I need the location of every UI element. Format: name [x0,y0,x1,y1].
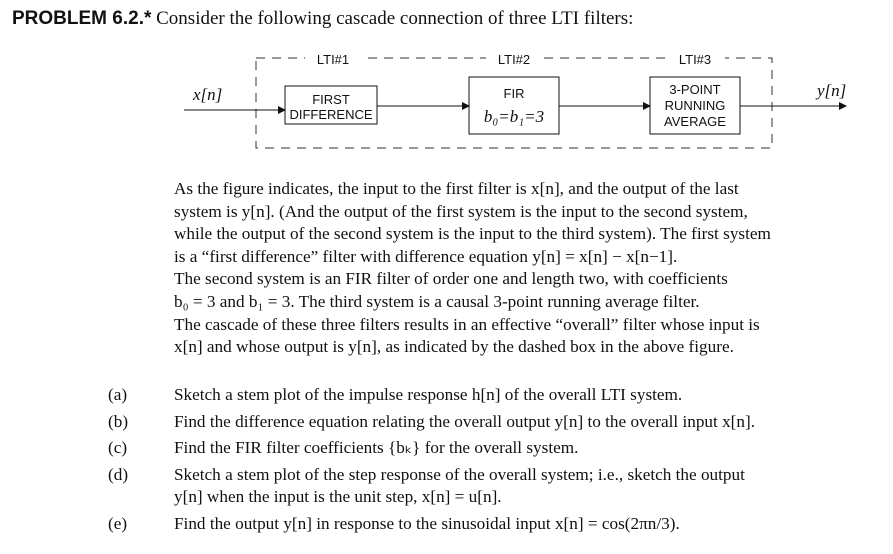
filter-lti3-line2: RUNNING [664,98,726,113]
part-letter: (d) [108,464,129,484]
filter-tag-lti1: LTI#1 [316,52,350,67]
description-line: is a “first difference” filter with difference equation y[n] = x[n] − x[n−1]. [174,246,678,266]
description-line: while the output of the second system is the input to the third system). The first system [174,224,771,244]
problem-intro: Consider the following cascade connection of three LTI filters: [156,8,634,29]
filter-lti3-line1: 3-POINT [669,82,721,97]
part-letter: (b) [108,411,129,431]
part-b [108,411,888,434]
part-text: Find the output y[n] in response to the sinusoidal input x[n] = cos(2πn/3). [174,513,680,533]
part-text: y[n] when the input is the unit step, x[n] = u[n]. [174,487,502,507]
filter-lti2-line1: FIR [503,86,525,101]
filter-tag-lti2: LTI#2 [497,52,531,67]
part-letter: (c) [108,438,128,458]
description-line: The second system is an FIR filter of order one and length two, with coefficients [174,269,728,289]
problem-label: PROBLEM 6.2.* [12,8,152,29]
description-line: system is y[n]. (And the output of the first system is the input to the second system, [174,201,748,221]
description-line: x[n] and whose output is y[n], as indicated by the dashed box in the above figure. [174,337,734,357]
part-text: Find the difference equation relating the overall output y[n] to the overall input x[n]. [174,411,756,431]
filter-tag-lti3: LTI#3 [678,52,712,67]
part-text: Find the FIR filter coefficients {bₖ} for the overall system. [174,438,579,458]
problem-parts [108,384,888,536]
output-signal-label: y[n] [817,81,847,100]
part-e [108,513,888,536]
problem-header [12,8,633,30]
problem-description [174,178,874,359]
part-text: Sketch a stem plot of the step response of the overall system; i.e., sketch the output [174,464,745,484]
filter-lti1-line2: DIFFERENCE [289,107,373,122]
description-line: The cascade of these three filters results in an effective “overall” filter whose input is [174,314,760,334]
part-c [108,437,888,460]
filter-lti2-line2: b₀=b₁=3 [483,107,545,126]
cascade-diagram [0,50,893,160]
part-text: Sketch a stem plot of the impulse response h[n] of the overall LTI system. [174,385,683,404]
description-line: As the figure indicates, the input to the first filter is x[n], and the output of the last [174,179,739,198]
part-a [108,384,888,407]
input-signal-label: x[n] [193,85,223,104]
part-letter: (a) [108,385,128,404]
description-line: b₀ = 3 and b₁ = 3. The third system is a causal 3-point running average filter. [174,291,700,311]
part-d [108,464,888,509]
filter-lti3-line3: AVERAGE [664,114,726,129]
part-letter: (e) [108,513,128,533]
filter-lti1-line1: FIRST [312,92,350,107]
